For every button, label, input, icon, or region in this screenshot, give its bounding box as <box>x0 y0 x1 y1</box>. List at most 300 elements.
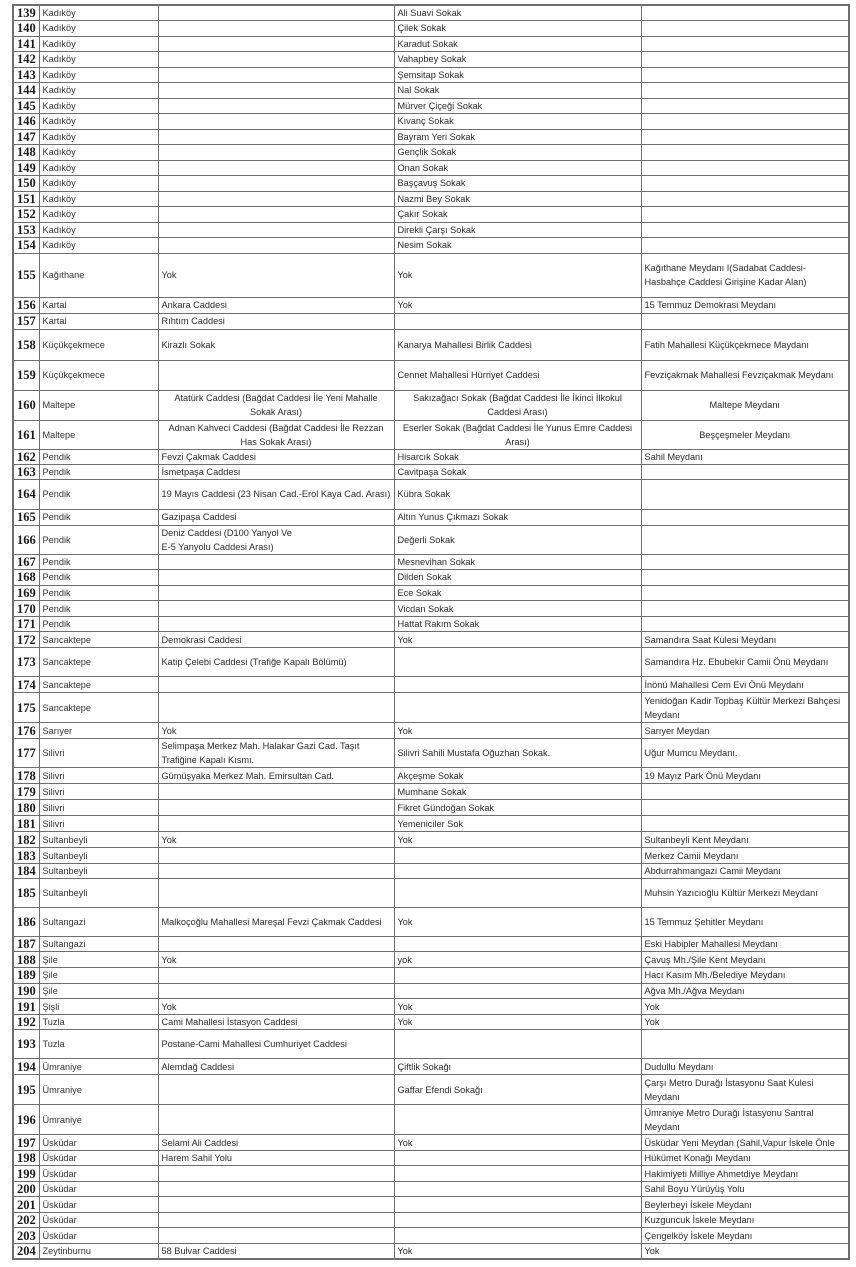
street-cell <box>158 98 394 114</box>
district-cell: Küçükçekmece <box>39 329 158 360</box>
street2-cell: Eserler Sokak (Bağdat Caddesi İle Yunus Emre Caddesi Arası) <box>394 420 641 449</box>
table-row <box>13 145 849 161</box>
district-cell: Kadıköy <box>39 160 158 176</box>
row-number: 148 <box>13 145 39 161</box>
district-cell: Sancaktepe <box>39 648 158 677</box>
table-row <box>13 983 849 999</box>
square-cell: Yok <box>641 1243 849 1259</box>
street2-cell <box>394 863 641 879</box>
street2-cell: Karadut Sokak <box>394 36 641 52</box>
table-row <box>13 449 849 464</box>
street2-cell: Çakır Sokak <box>394 207 641 223</box>
street2-cell: Ece Sokak <box>394 585 641 601</box>
district-cell: Sultanbeyli <box>39 863 158 879</box>
street-cell <box>158 238 394 254</box>
row-number: 191 <box>13 999 39 1015</box>
row-number: 158 <box>13 329 39 360</box>
row-number: 183 <box>13 848 39 864</box>
table-row <box>13 1105 849 1135</box>
row-number: 199 <box>13 1166 39 1182</box>
street-cell: Selami Ali Caddesi <box>158 1135 394 1151</box>
square-cell: 19 Mayız Park Önü Meydanı <box>641 768 849 784</box>
row-number: 188 <box>13 952 39 968</box>
row-number: 155 <box>13 253 39 297</box>
row-number: 189 <box>13 968 39 984</box>
district-cell: Silivri <box>39 739 158 768</box>
district-cell: Kartal <box>39 297 158 313</box>
street-cell <box>158 585 394 601</box>
row-number: 153 <box>13 222 39 238</box>
district-cell: Kadıköy <box>39 21 158 37</box>
square-cell <box>641 238 849 254</box>
row-number: 176 <box>13 723 39 739</box>
district-cell: Pendik <box>39 464 158 479</box>
row-number: 139 <box>13 5 39 21</box>
square-cell: Hacı Kasım Mh./Belediye Meydanı <box>641 968 849 984</box>
street-cell <box>158 616 394 632</box>
row-number: 157 <box>13 313 39 329</box>
row-number: 161 <box>13 420 39 449</box>
square-cell <box>641 313 849 329</box>
street2-cell: Cavitpaşa Sokak <box>394 464 641 479</box>
district-cell: Sancaktepe <box>39 693 158 723</box>
square-cell <box>641 21 849 37</box>
square-cell <box>641 784 849 800</box>
street2-cell: Direkli Çarşı Sokak <box>394 222 641 238</box>
street2-cell <box>394 879 641 908</box>
table-row <box>13 191 849 207</box>
square-cell <box>641 464 849 479</box>
table-row <box>13 83 849 99</box>
row-number: 163 <box>13 464 39 479</box>
square-cell <box>641 67 849 83</box>
row-number: 168 <box>13 570 39 586</box>
street2-cell: Bayram Yeri Sokak <box>394 129 641 145</box>
street-cell <box>158 693 394 723</box>
table-row <box>13 479 849 509</box>
street-cell: Kirazlı Sokak <box>158 329 394 360</box>
table-row <box>13 1135 849 1151</box>
square-cell <box>641 191 849 207</box>
row-number: 142 <box>13 52 39 68</box>
square-cell <box>641 5 849 21</box>
square-cell: Hakimiyeti Milliye Ahmetdiye Meydanı <box>641 1166 849 1182</box>
row-number: 200 <box>13 1181 39 1197</box>
street-cell: Yok <box>158 253 394 297</box>
street2-cell: Başçavuş Sokak <box>394 176 641 192</box>
square-cell: Muhsin Yazıcıoğlu Kültür Merkezi Meydanı <box>641 879 849 908</box>
table-row <box>13 739 849 768</box>
square-cell: Yok <box>641 999 849 1015</box>
square-cell <box>641 129 849 145</box>
square-cell <box>641 207 849 223</box>
district-cell: Pendik <box>39 616 158 632</box>
districts-streets-squares-table <box>12 4 850 1260</box>
street-cell <box>158 1105 394 1135</box>
district-cell: Kadıköy <box>39 207 158 223</box>
square-cell: Kağıthane Meydanı I(Sadabat Caddesi-Hasbahçe Caddesi Girişine Kadar Alan) <box>641 253 849 297</box>
table-row <box>13 768 849 784</box>
street-cell: Fevzi Çakmak Caddesi <box>158 449 394 464</box>
street-cell <box>158 52 394 68</box>
row-number: 166 <box>13 525 39 554</box>
street-cell: Selimpaşa Merkez Mah. Halakar Gazi Cad. Taşıt Trafiğine Kapalı Kısmı. <box>158 739 394 768</box>
street2-cell: Yok <box>394 253 641 297</box>
row-number: 151 <box>13 191 39 207</box>
table-row <box>13 848 849 864</box>
row-number: 170 <box>13 601 39 617</box>
table-row <box>13 52 849 68</box>
row-number: 152 <box>13 207 39 223</box>
street2-cell: Altın Yunus Çıkmazı Sokak <box>394 509 641 525</box>
street-cell: Atatürk Caddesi (Bağdat Caddesi İle Yeni Mahalle Sokak Arası) <box>158 390 394 420</box>
square-cell: Dudullu Meydanı <box>641 1059 849 1075</box>
square-cell <box>641 509 849 525</box>
street2-cell: Yok <box>394 908 641 937</box>
street-cell: İsmetpaşa Caddesi <box>158 464 394 479</box>
district-cell: Pendik <box>39 449 158 464</box>
street-cell <box>158 360 394 390</box>
district-cell: Sultanbeyli <box>39 879 158 908</box>
street-cell <box>158 879 394 908</box>
table-row <box>13 329 849 360</box>
street-cell <box>158 1075 394 1105</box>
table-row <box>13 160 849 176</box>
street-cell <box>158 1197 394 1213</box>
row-number: 198 <box>13 1150 39 1166</box>
table-row <box>13 632 849 648</box>
district-cell: Küçükçekmece <box>39 360 158 390</box>
row-number: 196 <box>13 1105 39 1135</box>
district-cell: Silivri <box>39 800 158 816</box>
district-cell: Ümraniye <box>39 1105 158 1135</box>
square-cell <box>641 222 849 238</box>
district-cell: Silivri <box>39 816 158 832</box>
row-number: 175 <box>13 693 39 723</box>
document-page <box>12 4 850 1260</box>
row-number: 162 <box>13 449 39 464</box>
square-cell: Uğur Mumcu Meydanı. <box>641 739 849 768</box>
street-cell <box>158 983 394 999</box>
street-cell <box>158 67 394 83</box>
street2-cell: Mesnevihan Sokak <box>394 554 641 570</box>
street-cell <box>158 816 394 832</box>
street-cell <box>158 848 394 864</box>
district-cell: Şile <box>39 983 158 999</box>
square-cell: Üsküdar Yeni Meydan (Sahil,Vapur İskele Önle <box>641 1135 849 1151</box>
table-row <box>13 1059 849 1075</box>
street2-cell <box>394 1166 641 1182</box>
square-cell <box>641 554 849 570</box>
table-row <box>13 648 849 677</box>
street2-cell: Yok <box>394 297 641 313</box>
street2-cell: Nal Sokak <box>394 83 641 99</box>
table-row <box>13 937 849 952</box>
table-body <box>13 5 849 1259</box>
row-number: 192 <box>13 1014 39 1030</box>
table-row <box>13 1166 849 1182</box>
row-number: 159 <box>13 360 39 390</box>
street2-cell: Nazmi Bey Sokak <box>394 191 641 207</box>
district-cell: Pendik <box>39 479 158 509</box>
table-row <box>13 1212 849 1228</box>
street2-cell <box>394 693 641 723</box>
street-cell <box>158 114 394 130</box>
table-row <box>13 360 849 390</box>
district-cell: Üsküdar <box>39 1197 158 1213</box>
street2-cell: Akçeşme Sokak <box>394 768 641 784</box>
table-row <box>13 863 849 879</box>
district-cell: Pendik <box>39 601 158 617</box>
square-cell <box>641 800 849 816</box>
street2-cell: Ali Suavi Sokak <box>394 5 641 21</box>
district-cell: Şişli <box>39 999 158 1015</box>
street2-cell: Mürver Çiçeği Sokak <box>394 98 641 114</box>
street-cell: Yok <box>158 832 394 848</box>
district-cell: Üsküdar <box>39 1212 158 1228</box>
table-row <box>13 832 849 848</box>
square-cell: Sahil Meydanı <box>641 449 849 464</box>
street-cell <box>158 677 394 693</box>
street-cell: Demokrasi Caddesi <box>158 632 394 648</box>
street2-cell: Yok <box>394 632 641 648</box>
square-cell: Beşçeşmeler Meydanı <box>641 420 849 449</box>
square-cell <box>641 479 849 509</box>
square-cell <box>641 176 849 192</box>
square-cell <box>641 114 849 130</box>
street2-cell: Sakızağacı Sokak (Bağdat Caddesi İle İkinci İlkokul Caddesi Arası) <box>394 390 641 420</box>
street-cell: Gazipaşa Caddesi <box>158 509 394 525</box>
district-cell: Maltepe <box>39 390 158 420</box>
row-number: 154 <box>13 238 39 254</box>
row-number: 150 <box>13 176 39 192</box>
street2-cell <box>394 1105 641 1135</box>
district-cell: Kadıköy <box>39 36 158 52</box>
street2-cell: Vicdan Sokak <box>394 601 641 617</box>
street2-cell <box>394 1212 641 1228</box>
street-cell: Postane-Cami Mahallesi Cumhuriyet Caddesi <box>158 1030 394 1059</box>
square-cell: Çavuş Mh./Şile Kent Meydanı <box>641 952 849 968</box>
district-cell: Pendik <box>39 570 158 586</box>
street2-cell: Nesim Sokak <box>394 238 641 254</box>
district-cell: Şile <box>39 968 158 984</box>
square-cell: Samandıra Saat Kulesi Meydanı <box>641 632 849 648</box>
street-cell <box>158 937 394 952</box>
square-cell: Samandıra Hz. Ebubekir Camii Önü Meydanı <box>641 648 849 677</box>
row-number: 156 <box>13 297 39 313</box>
row-number: 146 <box>13 114 39 130</box>
street2-cell: Yemeniciler Sok <box>394 816 641 832</box>
district-cell: Sancaktepe <box>39 632 158 648</box>
table-row <box>13 5 849 21</box>
district-cell: Kadıköy <box>39 98 158 114</box>
district-cell: Üsküdar <box>39 1150 158 1166</box>
square-cell: Fevziçakmak Mahallesi Fevziçakmak Meydanı <box>641 360 849 390</box>
street2-cell <box>394 968 641 984</box>
street-cell: Deniz Caddesi (D100 Yanyol Ve E-5 Yanyolu Caddesi Arası) <box>158 525 394 554</box>
district-cell: Üsküdar <box>39 1135 158 1151</box>
row-number: 197 <box>13 1135 39 1151</box>
street-cell: Malkoçoğlu Mahallesi Mareşal Fevzi Çakmak Caddesi <box>158 908 394 937</box>
street2-cell: Şemsitap Sokak <box>394 67 641 83</box>
district-cell: Sultanbeyli <box>39 848 158 864</box>
table-row <box>13 207 849 223</box>
table-row <box>13 1228 849 1244</box>
street-cell <box>158 222 394 238</box>
district-cell: Sultangazi <box>39 937 158 952</box>
street2-cell <box>394 313 641 329</box>
street2-cell: Fikret Gündoğan Sokak <box>394 800 641 816</box>
square-cell: Eski Habipler Mahallesi Meydanı <box>641 937 849 952</box>
row-number: 164 <box>13 479 39 509</box>
square-cell <box>641 160 849 176</box>
table-row <box>13 908 849 937</box>
table-row <box>13 800 849 816</box>
street2-cell <box>394 937 641 952</box>
square-cell <box>641 570 849 586</box>
street2-cell <box>394 848 641 864</box>
street-cell <box>158 1228 394 1244</box>
street-cell <box>158 1181 394 1197</box>
street-cell <box>158 1166 394 1182</box>
district-cell: Kağıthane <box>39 253 158 297</box>
district-cell: Silivri <box>39 768 158 784</box>
row-number: 201 <box>13 1197 39 1213</box>
street2-cell: Yok <box>394 1014 641 1030</box>
square-cell: Yok <box>641 1014 849 1030</box>
row-number: 143 <box>13 67 39 83</box>
street2-cell: Silivri Sahili Mustafa Oğuzhan Sokak. <box>394 739 641 768</box>
table-row <box>13 879 849 908</box>
district-cell: Kadıköy <box>39 67 158 83</box>
district-cell: Şile <box>39 952 158 968</box>
table-row <box>13 601 849 617</box>
district-cell: Üsküdar <box>39 1228 158 1244</box>
square-cell <box>641 1030 849 1059</box>
district-cell: Kadıköy <box>39 52 158 68</box>
street-cell <box>158 1212 394 1228</box>
street2-cell <box>394 1030 641 1059</box>
row-number: 140 <box>13 21 39 37</box>
street-cell <box>158 5 394 21</box>
street-cell <box>158 784 394 800</box>
street2-cell: Yok <box>394 999 641 1015</box>
street-cell: Yok <box>158 952 394 968</box>
street2-cell: Dilden Sokak <box>394 570 641 586</box>
square-cell: Yenidoğan Kadir Topbaş Kültür Merkezi Bahçesi Meydanı <box>641 693 849 723</box>
table-row <box>13 952 849 968</box>
square-cell: 15 Temmuz Demokrasi Meydanı <box>641 297 849 313</box>
district-cell: Pendik <box>39 585 158 601</box>
square-cell <box>641 52 849 68</box>
square-cell: Ümraniye Metro Durağı İstasyonu Santral Meydanı <box>641 1105 849 1135</box>
street2-cell: Gençlik Sokak <box>394 145 641 161</box>
street2-cell <box>394 983 641 999</box>
table-row <box>13 1014 849 1030</box>
district-cell: Kadıköy <box>39 238 158 254</box>
square-cell: Çengelköy İskele Meydanı <box>641 1228 849 1244</box>
row-number: 177 <box>13 739 39 768</box>
row-number: 179 <box>13 784 39 800</box>
table-row <box>13 509 849 525</box>
street2-cell: Kanarya Mahallesi Birlik Caddesi <box>394 329 641 360</box>
row-number: 195 <box>13 1075 39 1105</box>
table-row <box>13 616 849 632</box>
district-cell: Üsküdar <box>39 1166 158 1182</box>
row-number: 204 <box>13 1243 39 1259</box>
square-cell: 15 Temmuz Şehitler Meydanı <box>641 908 849 937</box>
district-cell: Tuzla <box>39 1030 158 1059</box>
row-number: 167 <box>13 554 39 570</box>
row-number: 174 <box>13 677 39 693</box>
square-cell: Kuzguncuk İskele Meydanı <box>641 1212 849 1228</box>
street2-cell: Yok <box>394 832 641 848</box>
table-row <box>13 253 849 297</box>
table-row <box>13 390 849 420</box>
street2-cell: Yok <box>394 723 641 739</box>
street2-cell: Yok <box>394 1243 641 1259</box>
table-row <box>13 36 849 52</box>
street-cell: Cami Mahallesi İstasyon Caddesi <box>158 1014 394 1030</box>
street2-cell: Kıvanç Sokak <box>394 114 641 130</box>
street2-cell <box>394 1181 641 1197</box>
district-cell: Pendik <box>39 525 158 554</box>
street-cell <box>158 191 394 207</box>
row-number: 169 <box>13 585 39 601</box>
district-cell: Sultanbeyli <box>39 832 158 848</box>
row-number: 145 <box>13 98 39 114</box>
table-row <box>13 1197 849 1213</box>
street-cell <box>158 601 394 617</box>
row-number: 144 <box>13 83 39 99</box>
street2-cell <box>394 677 641 693</box>
table-row <box>13 297 849 313</box>
row-number: 187 <box>13 937 39 952</box>
street-cell <box>158 83 394 99</box>
district-cell: Kadıköy <box>39 83 158 99</box>
street-cell: Yok <box>158 723 394 739</box>
table-row <box>13 693 849 723</box>
district-cell: Kartal <box>39 313 158 329</box>
table-row <box>13 677 849 693</box>
table-row <box>13 313 849 329</box>
square-cell <box>641 98 849 114</box>
table-row <box>13 464 849 479</box>
square-cell: Abdurrahmangazi Camii Meydanı <box>641 863 849 879</box>
square-cell <box>641 36 849 52</box>
district-cell: Ümraniye <box>39 1059 158 1075</box>
square-cell: Maltepe Meydanı <box>641 390 849 420</box>
street-cell: Adnan Kahveci Caddesi (Bağdat Caddesi İle Rezzan Has Sokak Arası) <box>158 420 394 449</box>
square-cell <box>641 585 849 601</box>
street2-cell: Mumhane Sokak <box>394 784 641 800</box>
square-cell <box>641 616 849 632</box>
district-cell: Kadıköy <box>39 129 158 145</box>
district-cell: Kadıköy <box>39 5 158 21</box>
table-row <box>13 816 849 832</box>
street-cell <box>158 570 394 586</box>
street2-cell: Kübra Sokak <box>394 479 641 509</box>
district-cell: Sultangazi <box>39 908 158 937</box>
street2-cell: Çiftlik Sokağı <box>394 1059 641 1075</box>
row-number: 181 <box>13 816 39 832</box>
table-row <box>13 570 849 586</box>
row-number: 172 <box>13 632 39 648</box>
table-row <box>13 1243 849 1259</box>
street-cell: Yok <box>158 999 394 1015</box>
street-cell <box>158 129 394 145</box>
street-cell: Katip Çelebi Caddesi (Trafiğe Kapalı Bölümü) <box>158 648 394 677</box>
